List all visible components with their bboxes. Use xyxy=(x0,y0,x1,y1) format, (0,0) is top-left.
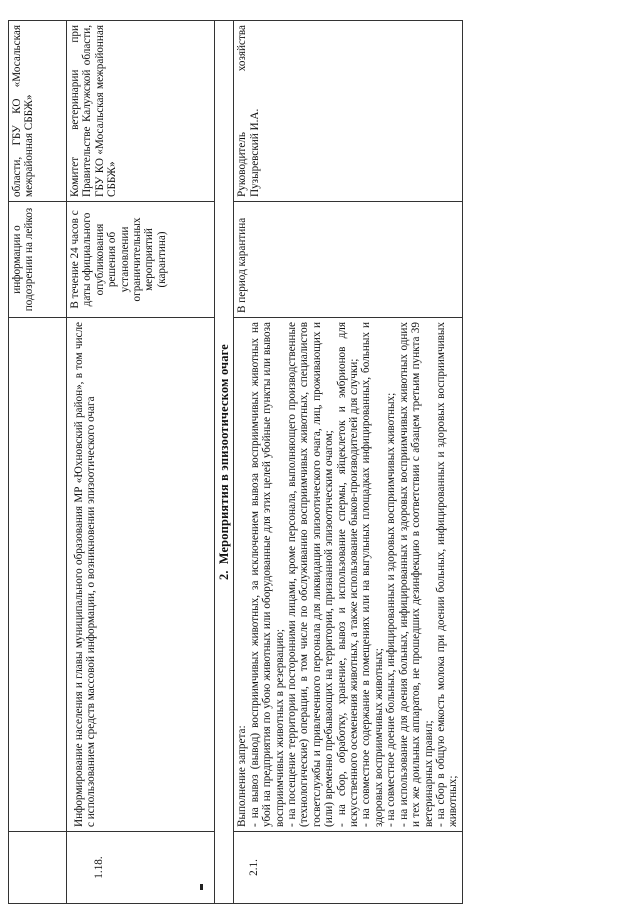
cell-text xyxy=(9,318,67,832)
list-item: - на сбор в общую емкость молока при доении больных, инфицированных и здоровых восприимчивых животных; xyxy=(434,322,460,827)
cell-term: В период карантина xyxy=(234,202,462,318)
cell-num: 2.1. xyxy=(234,832,462,904)
list-item: - на вывоз (вывод) восприимчивых животных, за исключением вывоза восприимчивых животных на убой на предприятия по убою животных или оборудованные для этих целей убойные пункты или вывоза восприимчивых животных в резервацию; xyxy=(248,322,286,827)
cell-responsible: Руководитель хозяйства Пузыревский И.А. xyxy=(234,21,462,202)
cell-responsible: области, ГБУ КО «Мосальская межрайонная СББЖ» xyxy=(9,21,67,202)
section-title xyxy=(215,21,234,904)
list-item: - на использование для доения больных, инфицированных и здоровых восприимчивых животных одних и тех же доильных аппаратов, не прошедших дезинфекцию в соответствии с абзацем третьим пункта 39 ветеринарных правил; xyxy=(397,322,435,827)
scan-mark xyxy=(200,884,203,890)
list-item: - на совместное содержание в помещениях или на выгульных площадках инфицированных, больных и здоровых восприимчивых животных; xyxy=(360,322,385,827)
list-item: - на совместное доение больных, инфицированных и здоровых восприимчивых животных; xyxy=(385,392,398,827)
list-item: - на сбор, обработку, хранение, вывоз и использование спермы, яйцеклеток и эмбрионов для искусственного осеменения животных, а также использование быков-производителей для случки; xyxy=(335,322,361,827)
section-header-row xyxy=(215,21,234,904)
section-name: Мероприятия в эпизоотическом очаге xyxy=(217,344,231,565)
measures-table xyxy=(8,20,463,904)
prohibition-list xyxy=(249,322,460,827)
cell-text xyxy=(234,318,462,832)
section-number: 2. xyxy=(217,570,231,580)
cell-num xyxy=(9,832,67,904)
list-item: - на посещение территории посторонними лицами, кроме персонала, выполняющего производственные (технологические) операции, в том числе по обслуживанию восприимчивых животных, специалистов госветслужбы и привлеченного персонала для ликвидации эпизоотического очага, лиц, проживающих и (или) временно пребывающих на территории, признанной эпизоотическим очагом; xyxy=(286,322,336,827)
cell-responsible: Комитет ветеринарии при Правительстве Калужской области, ГБУ КО «Мосальская межрайонная СББЖ» xyxy=(67,21,215,202)
table-row-1-18 xyxy=(67,21,215,904)
table-row-2-1 xyxy=(234,21,462,904)
prohibition-intro: Выполнение запрета: xyxy=(236,725,249,827)
table-row-continuation xyxy=(9,21,67,904)
cell-text: Информирование населения и главы муниципального образования МР «Юхновский район», в том числе с использованием средств массовой информации, о возникновении эпизоотического очага xyxy=(67,318,215,832)
cell-num: 1.18. xyxy=(67,832,215,904)
cell-term: информации о подозрении на лейкоз xyxy=(9,202,67,318)
cell-term: В течение 24 часов с даты официального опубликования решения об установлении ограничительных мероприятий (карантина) xyxy=(67,202,215,318)
